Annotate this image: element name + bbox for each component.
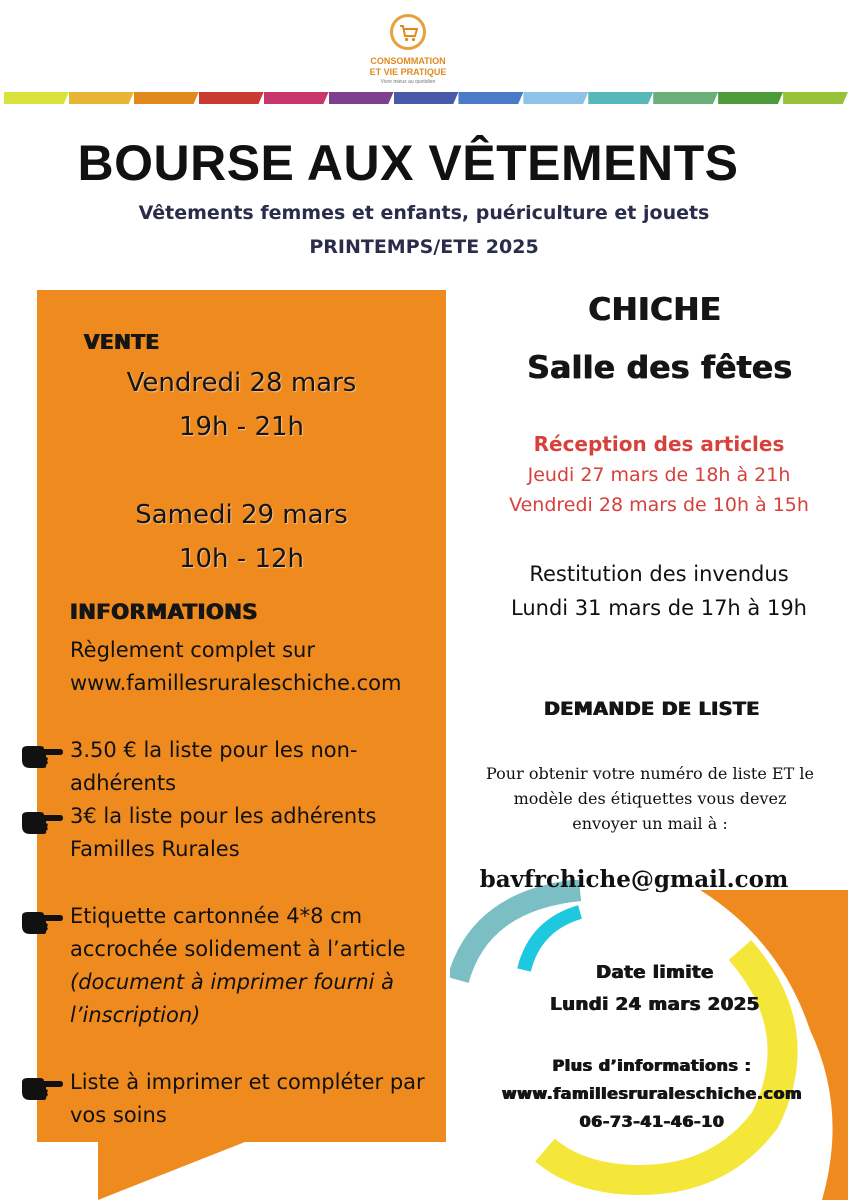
strip-segment xyxy=(199,92,264,104)
contact-phone[interactable]: 06-73-41-46-10 xyxy=(579,1112,725,1131)
rules-line-1: Règlement complet sur xyxy=(70,638,315,662)
request-text-3: envoyer un mail à : xyxy=(572,814,728,833)
bullet-1-line-1: 3.50 € la liste pour les non- xyxy=(70,738,358,762)
page-subtitle: Vêtements femmes et enfants, puériculture et jouets xyxy=(138,202,710,224)
strip-segment xyxy=(718,92,783,104)
decorative-arcs xyxy=(450,880,848,1200)
bullet-3-line-2: accrochée solidement à l’article xyxy=(70,937,406,961)
bullet-1-line-2: adhérents xyxy=(70,771,177,795)
bullet-3-line-3: (document à imprimer fourni à xyxy=(70,970,395,994)
venue-hall: Salle des fêtes xyxy=(527,350,793,386)
strip-segment xyxy=(4,92,69,104)
request-text-2: modèle des étiquettes vous devez xyxy=(513,789,787,808)
strip-segment xyxy=(588,92,653,104)
contact-label: Plus d’informations : xyxy=(552,1056,752,1075)
bullet-4-line-2: vos soins xyxy=(70,1103,167,1127)
restitution-heading: Restitution des invendus xyxy=(529,562,789,586)
request-heading: DEMANDE DE LISTE xyxy=(544,698,760,720)
sale-heading: VENTE xyxy=(84,330,160,354)
restitution-line: Lundi 31 mars de 17h à 19h xyxy=(511,596,807,620)
bullet-2-line-2: Familles Rurales xyxy=(70,837,240,861)
reception-heading: Réception des articles xyxy=(533,432,785,456)
panel-tail-shape xyxy=(98,1140,250,1200)
pointing-hand-icon xyxy=(20,808,64,836)
strip-segment xyxy=(264,92,329,104)
strip-segment xyxy=(69,92,134,104)
page-title: BOURSE AUX VÊTEMENTS xyxy=(77,135,739,191)
sale-day1-time: 19h - 21h xyxy=(178,412,305,442)
venue-town: CHICHE xyxy=(588,292,722,328)
bullet-3-line-1: Etiquette cartonnée 4*8 cm xyxy=(70,904,363,928)
strip-segment xyxy=(458,92,523,104)
reception-line-2: Vendredi 28 mars de 10h à 15h xyxy=(509,494,809,516)
rules-link[interactable]: www.famillesruraleschiche.com xyxy=(70,671,402,695)
logo-text xyxy=(340,56,476,78)
bullet-4-line-1: Liste à imprimer et compléter par xyxy=(70,1070,425,1094)
pointing-hand-icon xyxy=(20,908,64,936)
logo-tagline: Vivre mieux au quotidien xyxy=(380,79,436,85)
pointing-hand-icon xyxy=(20,1074,64,1102)
strip-segment xyxy=(394,92,459,104)
bullet-2-line-1: 3€ la liste pour les adhérents xyxy=(70,804,377,828)
sale-day2-time: 10h - 12h xyxy=(178,544,305,574)
sale-day1-date: Vendredi 28 mars xyxy=(126,368,357,398)
strip-segment xyxy=(329,92,394,104)
strip-segment xyxy=(653,92,718,104)
color-strip xyxy=(4,92,848,104)
logo-cart-icon xyxy=(390,14,426,50)
deadline-date: Lundi 24 mars 2025 xyxy=(550,994,760,1015)
deadline-label: Date limite xyxy=(596,962,714,983)
logo-line-2: ET VIE PRATIQUE xyxy=(369,67,447,77)
logo-line-1: CONSOMMATION xyxy=(370,56,446,66)
bullet-3-line-4: l’inscription) xyxy=(70,1003,201,1027)
contact-website[interactable]: www.famillesruraleschiche.com xyxy=(501,1084,803,1103)
request-text-1: Pour obtenir votre numéro de liste ET le xyxy=(486,764,814,783)
strip-segment xyxy=(783,92,848,104)
season-label: PRINTEMPS/ETE 2025 xyxy=(309,236,539,258)
pointing-hand-icon xyxy=(20,742,64,770)
reception-line-1: Jeudi 27 mars de 18h à 21h xyxy=(527,464,791,486)
contact-email[interactable]: bavfrchiche@gmail.com xyxy=(479,866,789,893)
info-heading: INFORMATIONS xyxy=(70,600,258,624)
strip-segment xyxy=(523,92,588,104)
strip-segment xyxy=(134,92,199,104)
sale-day2-date: Samedi 29 mars xyxy=(135,500,348,530)
